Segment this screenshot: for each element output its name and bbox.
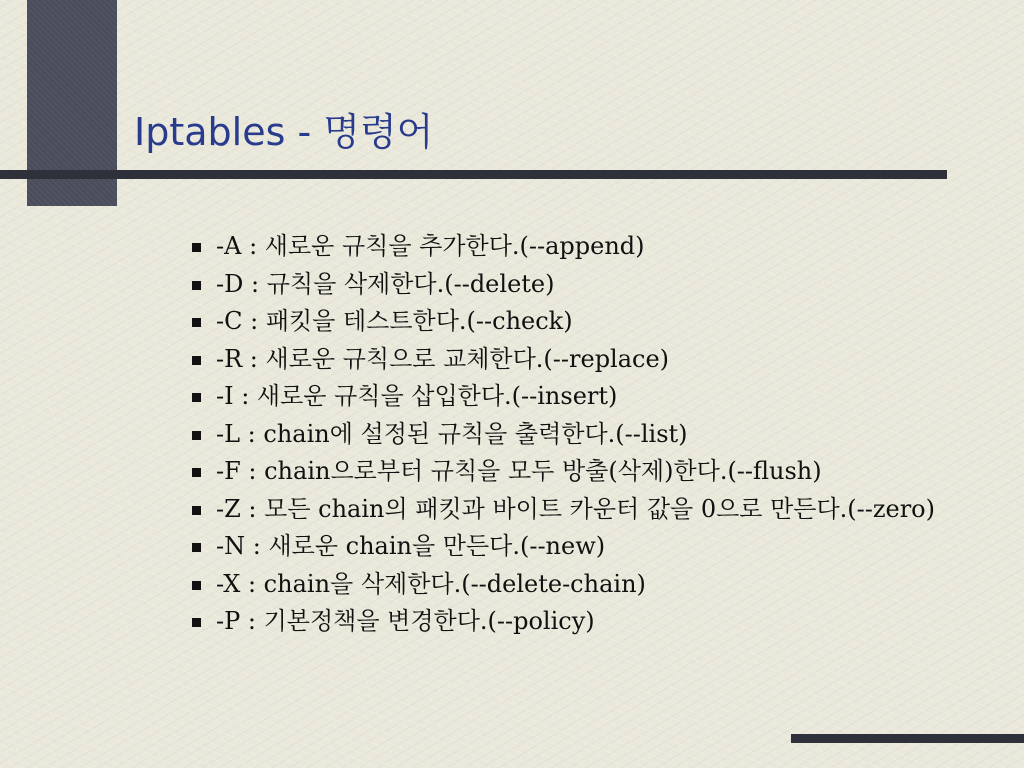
square-bullet-icon [192, 281, 201, 290]
bottom-divider [791, 734, 1024, 743]
bullet-item-flush [190, 453, 935, 491]
square-bullet-icon [192, 543, 201, 552]
title-divider [0, 170, 947, 179]
square-bullet-icon [192, 431, 201, 440]
square-bullet-icon [192, 618, 201, 627]
square-bullet-icon [192, 393, 201, 402]
square-bullet-icon [192, 506, 201, 515]
bullet-item-delete-chain [190, 566, 935, 604]
bullet-item-policy [190, 603, 935, 641]
bullet-item-delete [190, 266, 935, 304]
bullet-item-append [190, 228, 935, 266]
bullet-item-insert [190, 378, 935, 416]
square-bullet-icon [192, 318, 201, 327]
bullet-item-replace [190, 341, 935, 379]
bullet-item-new [190, 528, 935, 566]
bullet-text: -L : chain에 설정된 규칙을 출력한다.(--list) [216, 419, 688, 448]
bullet-list [190, 228, 935, 641]
square-bullet-icon [192, 243, 201, 252]
bullet-text: -I : 새로운 규칙을 삽입한다.(--insert) [216, 382, 618, 410]
bullet-item-check [190, 303, 935, 341]
slide-title: Iptables - 명령어 [134, 110, 434, 154]
square-bullet-icon [192, 356, 201, 365]
bullet-text: -C : 패킷을 테스트한다.(--check) [216, 307, 573, 335]
bullet-text: -X : chain을 삭제한다.(--delete-chain) [216, 569, 646, 598]
bullet-item-zero [190, 491, 935, 529]
bullet-text: -Z : 모든 chain의 패킷과 바이트 카운터 값을 0으로 만든다.(--zero) [216, 494, 935, 523]
square-bullet-icon [192, 581, 201, 590]
bullet-text: -R : 새로운 규칙으로 교체한다.(--replace) [216, 344, 670, 373]
bullet-item-list [190, 416, 935, 454]
bullet-text: -P : 기본정책을 변경한다.(--policy) [216, 607, 595, 635]
bullet-text: -D : 규칙을 삭제한다.(--delete) [216, 269, 555, 298]
bullet-text: -F : chain으로부터 규칙을 모두 방출(삭제)한다.(--flush) [216, 457, 822, 485]
bullet-text: -N : 새로운 chain을 만든다.(--new) [216, 532, 606, 560]
bullet-text: -A : 새로운 규칙을 추가한다.(--append) [216, 232, 645, 260]
square-bullet-icon [192, 468, 201, 477]
